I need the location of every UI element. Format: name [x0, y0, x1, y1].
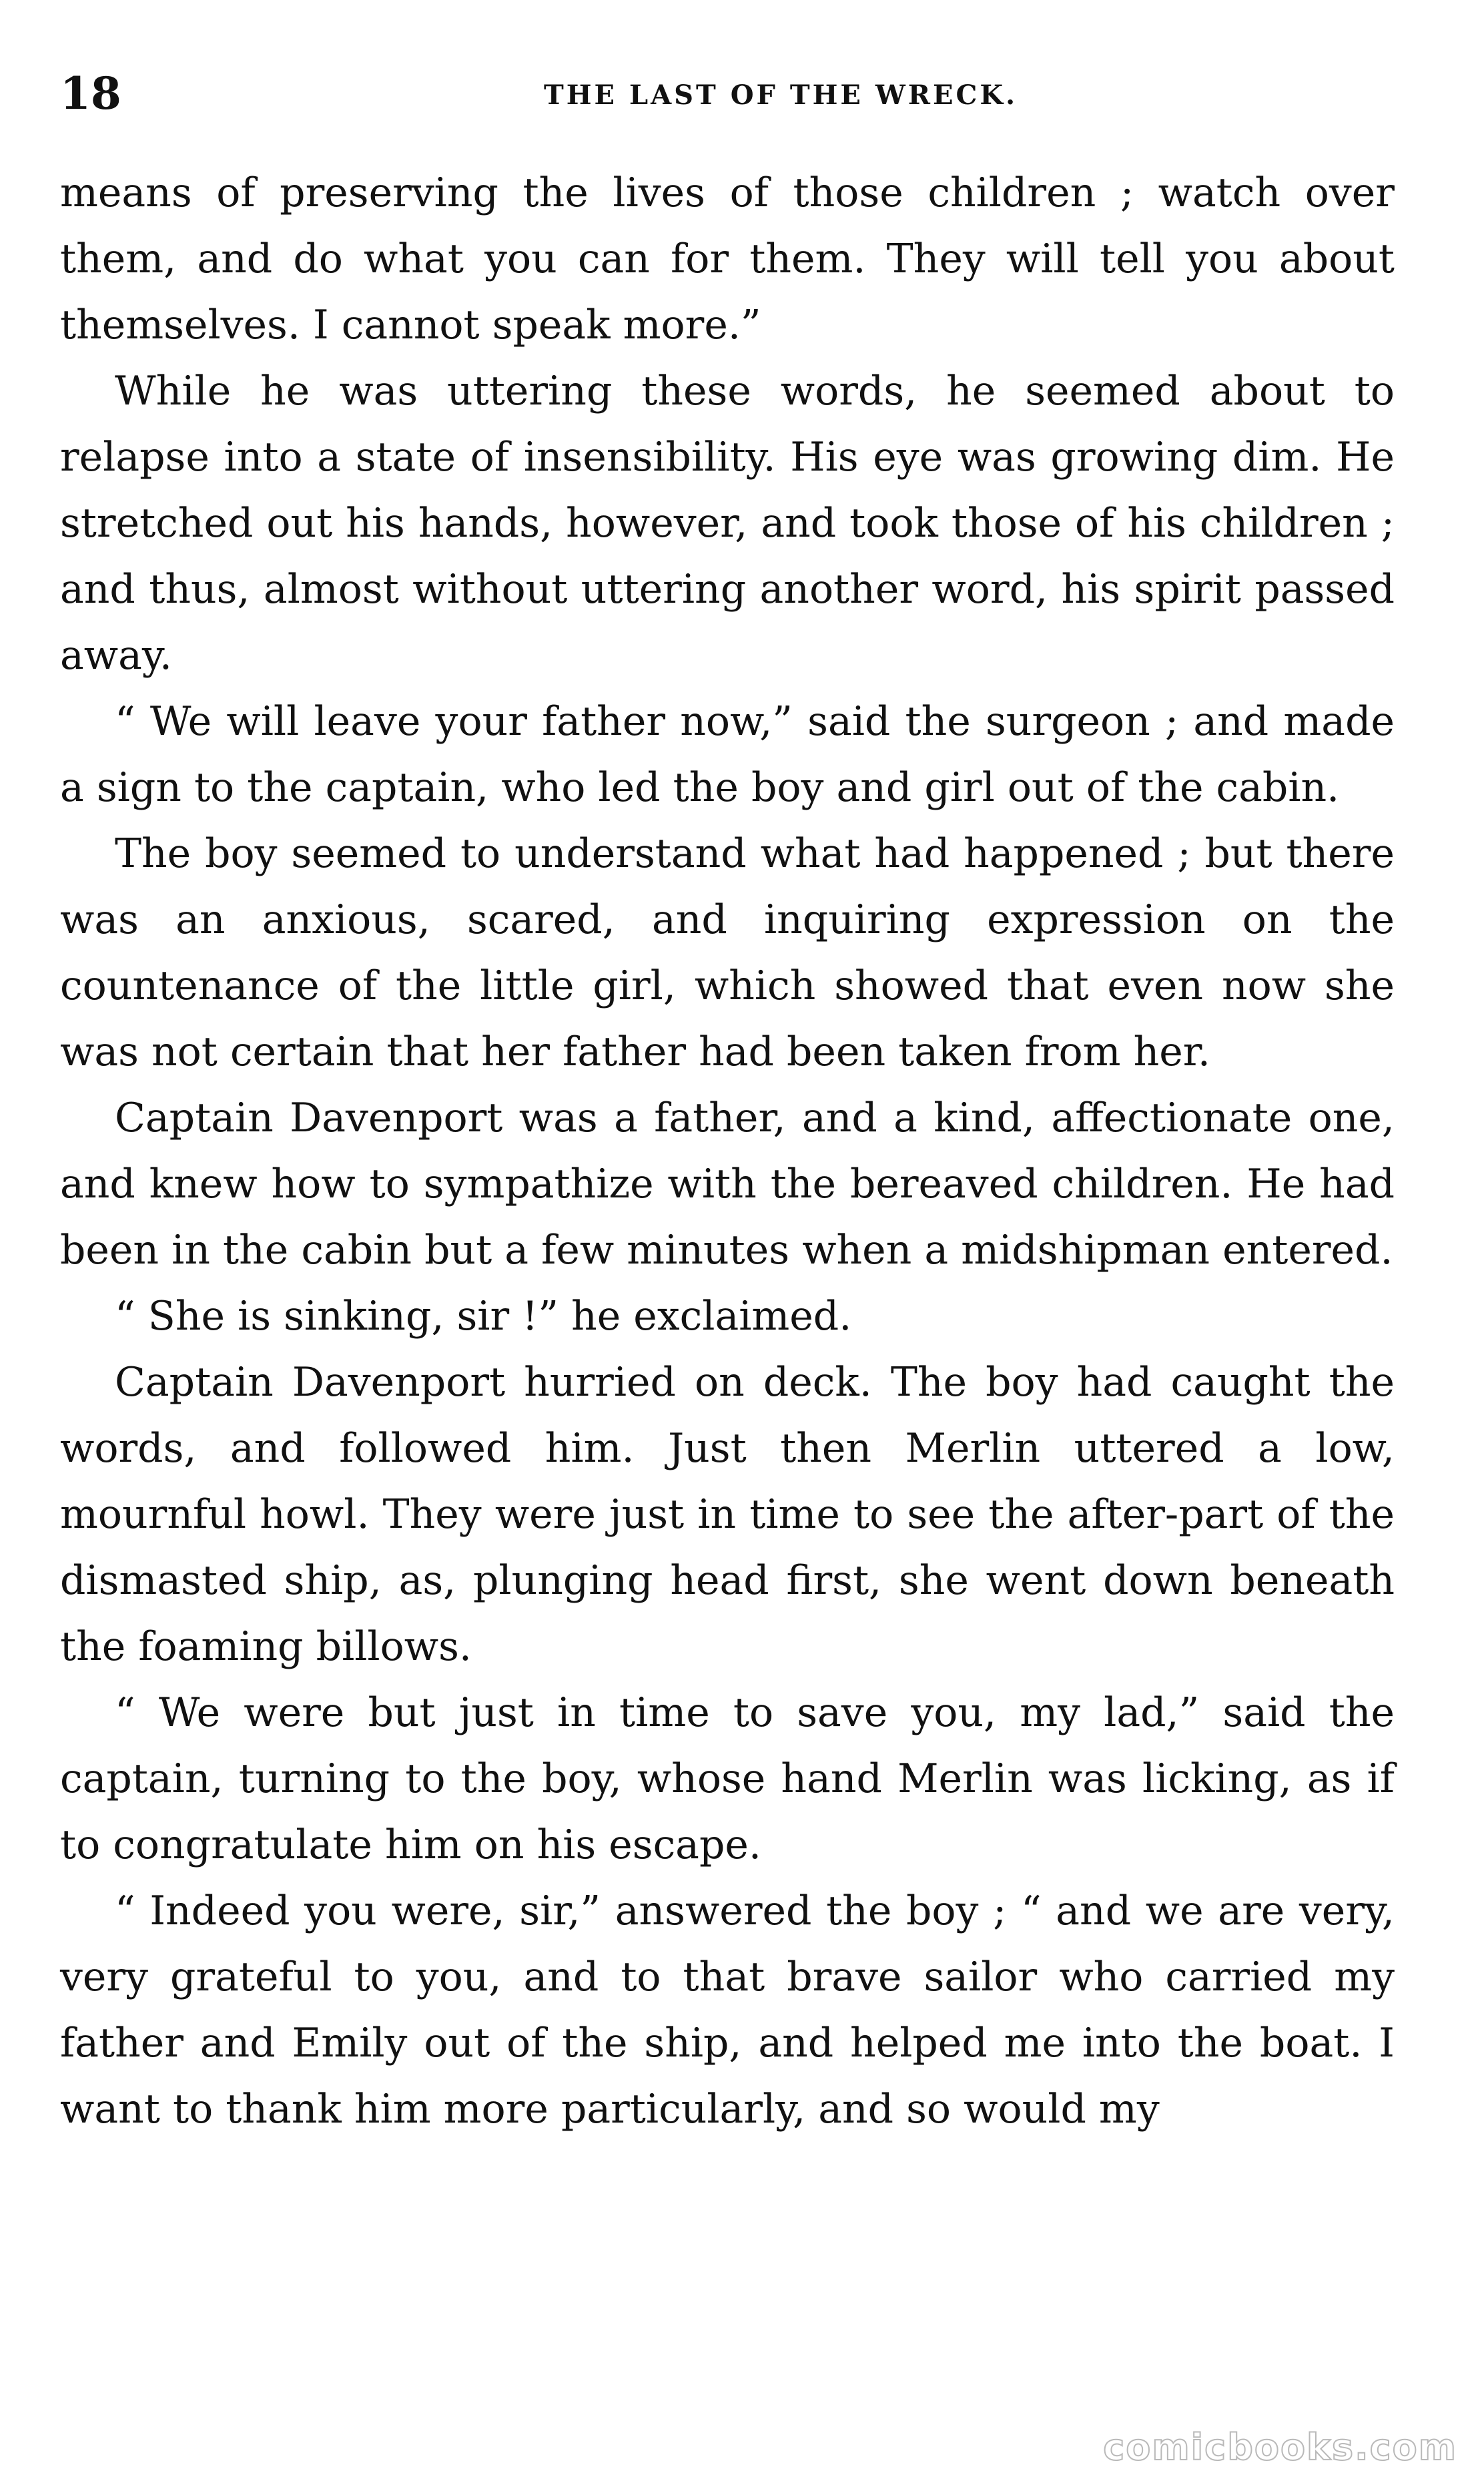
paragraph-8: “ We were but just in time to save you, my lad,” said the captain, turning to the boy, whose hand Merlin was licking, as if to congratulate him on his escape.: [60, 1689, 1395, 1868]
running-title: THE LAST OF THE WRECK.: [543, 79, 1018, 111]
paragraph-1: means of preserving the lives of those children ; watch over them, and do what you can for them. They will tell you about themselves. I cannot speak more.”: [60, 170, 1395, 348]
paragraph-4: The boy seemed to understand what had happened ; but there was an anxious, scared, and inquiring expression on the countenance of the little girl, which showed that even now she was not certain that her father had been taken from her.: [60, 830, 1395, 1075]
watermark: comicbooks.com: [1103, 2426, 1457, 2468]
body-text: [60, 160, 1395, 2143]
paragraph-7: Captain Davenport hurried on deck. The boy had caught the words, and followed him. Just then Merlin uttered a low, mournful howl. They were just in time to see the after-part of the dismasted ship, as, plunging head first, she went down beneath the foaming billows.: [60, 1359, 1395, 1670]
paragraph-5: Captain Davenport was a father, and a kind, affectionate one, and knew how to sympathize with the bereaved children. He had been in the cabin but a few minutes when a midshipman entered.: [60, 1095, 1395, 1274]
paragraph-6: “ She is sinking, sir !” he exclaimed.: [115, 1293, 852, 1340]
running-head: [60, 67, 1421, 120]
paragraph-9: “ Indeed you were, sir,” answered the boy ; “ and we are very, very grateful to you, and to that brave sailor who carried my father and Emily out of the ship, and helped me into the boat. I want to thank him more particularly, and so would my: [60, 1888, 1395, 2133]
page-number: 18: [60, 67, 121, 119]
paragraph-3: “ We will leave your father now,” said the surgeon ; and made a sign to the captain, who led the boy and girl out of the cabin.: [60, 698, 1395, 811]
paragraph-2: While he was uttering these words, he seemed about to relapse into a state of insensibility. His eye was growing dim. He stretched out his hands, however, and took those of his children ; and thus, almost without uttering another word, his spirit passed away.: [60, 368, 1395, 679]
